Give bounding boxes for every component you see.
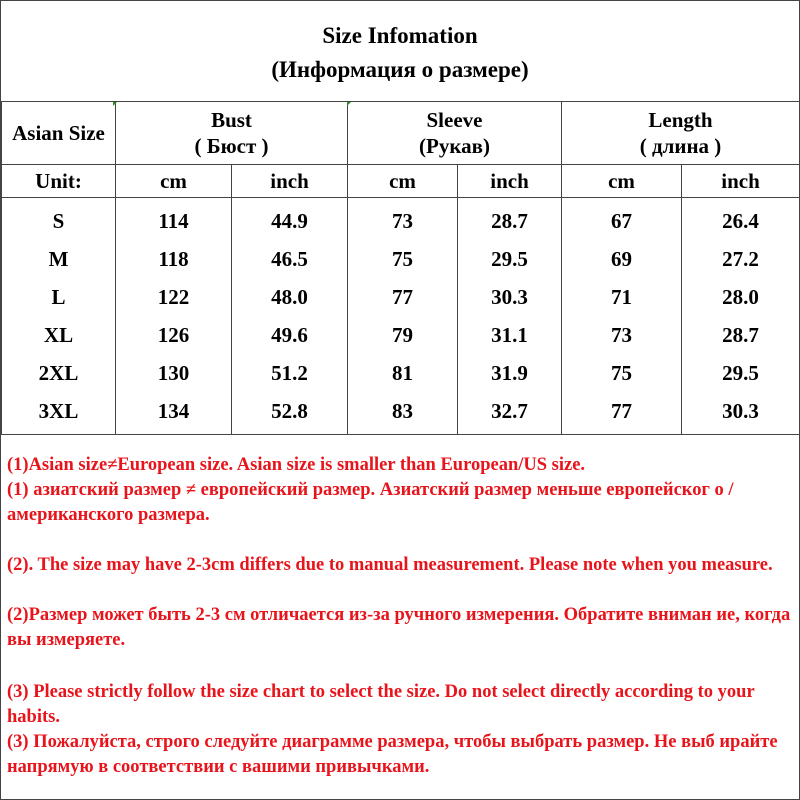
table-row (2, 198, 800, 241)
value-cell: 46.5 (232, 240, 348, 278)
unit-cell: cm (562, 165, 682, 198)
value-cell: 31.1 (458, 316, 562, 354)
value-cell: 71 (562, 278, 682, 316)
unit-cell: cm (348, 165, 458, 198)
value-cell: 51.2 (232, 354, 348, 392)
group-sublabel: (Рукав) (419, 133, 490, 158)
table-row (2, 316, 800, 354)
units-row (2, 165, 800, 198)
group-header-length (562, 101, 800, 165)
note-3-english: (3) Please strictly follow the size chart to select the size. Do not select directly according to your habits. (7, 682, 755, 727)
value-cell: 79 (348, 316, 458, 354)
group-header-sleeve (348, 101, 562, 165)
title-russian: (Информация о размере) (271, 57, 529, 82)
value-cell: 73 (562, 316, 682, 354)
unit-label: Unit: (2, 165, 116, 198)
group-label: Length (648, 107, 713, 132)
value-cell: 29.5 (458, 240, 562, 278)
size-cell: L (2, 278, 116, 316)
group-label: Bust (211, 107, 252, 132)
value-cell: 75 (562, 354, 682, 392)
value-cell: 30.3 (682, 392, 800, 435)
value-cell: 118 (116, 240, 232, 278)
note-1-russian: (1) азиатский размер ≠ европейский размер. Азиатский размер меньше европейског о / американского размера. (7, 480, 734, 525)
value-cell: 134 (116, 392, 232, 435)
size-cell: 2XL (2, 354, 116, 392)
value-cell: 114 (116, 198, 232, 241)
table-header-row (2, 101, 800, 165)
value-cell: 77 (562, 392, 682, 435)
corner-mark (113, 102, 117, 106)
value-cell: 52.8 (232, 392, 348, 435)
unit-cell: inch (232, 165, 348, 198)
size-header: Asian Size (2, 101, 116, 165)
value-cell: 75 (348, 240, 458, 278)
group-sublabel: ( Бюст ) (194, 133, 269, 158)
note-2-russian: (2)Размер может быть 2-3 см отличается из-за ручного измерения. Обратите вниман ие, когда вы измеряете. (7, 605, 791, 650)
title-english: Size Infomation (322, 23, 478, 48)
size-cell: XL (2, 316, 116, 354)
size-cell: S (2, 198, 116, 241)
title-box (1, 1, 799, 102)
value-cell: 69 (562, 240, 682, 278)
value-cell: 83 (348, 392, 458, 435)
value-cell: 29.5 (682, 354, 800, 392)
value-cell: 126 (116, 316, 232, 354)
table-row (2, 240, 800, 278)
table-row (2, 278, 800, 316)
value-cell: 130 (116, 354, 232, 392)
group-sublabel: ( длина ) (639, 133, 722, 158)
value-cell: 122 (116, 278, 232, 316)
value-cell: 31.9 (458, 354, 562, 392)
note-2-english: (2). The size may have 2-3cm differs due to manual measurement. Please note when you measure. (7, 555, 773, 575)
value-cell: 27.2 (682, 240, 800, 278)
note-3-russian: (3) Пожалуйста, строго следуйте диаграмме размера, чтобы выбрать размер. Не выб ирайте напрямую в соответствии с вашими привычками. (7, 732, 778, 777)
table-row (2, 354, 800, 392)
value-cell: 30.3 (458, 278, 562, 316)
group-header-bust (116, 101, 348, 165)
note-1-english: (1)Asian size≠European size. Asian size is smaller than European/US size. (7, 455, 586, 475)
size-cell: M (2, 240, 116, 278)
value-cell: 44.9 (232, 198, 348, 241)
value-cell: 77 (348, 278, 458, 316)
value-cell: 28.7 (458, 198, 562, 241)
corner-mark (347, 102, 351, 106)
value-cell: 28.7 (682, 316, 800, 354)
value-cell: 32.7 (458, 392, 562, 435)
size-cell: 3XL (2, 392, 116, 435)
value-cell: 26.4 (682, 198, 800, 241)
notes-section (1, 426, 799, 799)
group-label: Sleeve (426, 107, 483, 132)
value-cell: 81 (348, 354, 458, 392)
value-cell: 28.0 (682, 278, 800, 316)
value-cell: 67 (562, 198, 682, 241)
value-cell: 73 (348, 198, 458, 241)
unit-cell: inch (682, 165, 800, 198)
value-cell: 48.0 (232, 278, 348, 316)
unit-cell: inch (458, 165, 562, 198)
unit-cell: cm (116, 165, 232, 198)
value-cell: 49.6 (232, 316, 348, 354)
size-table (1, 101, 800, 435)
